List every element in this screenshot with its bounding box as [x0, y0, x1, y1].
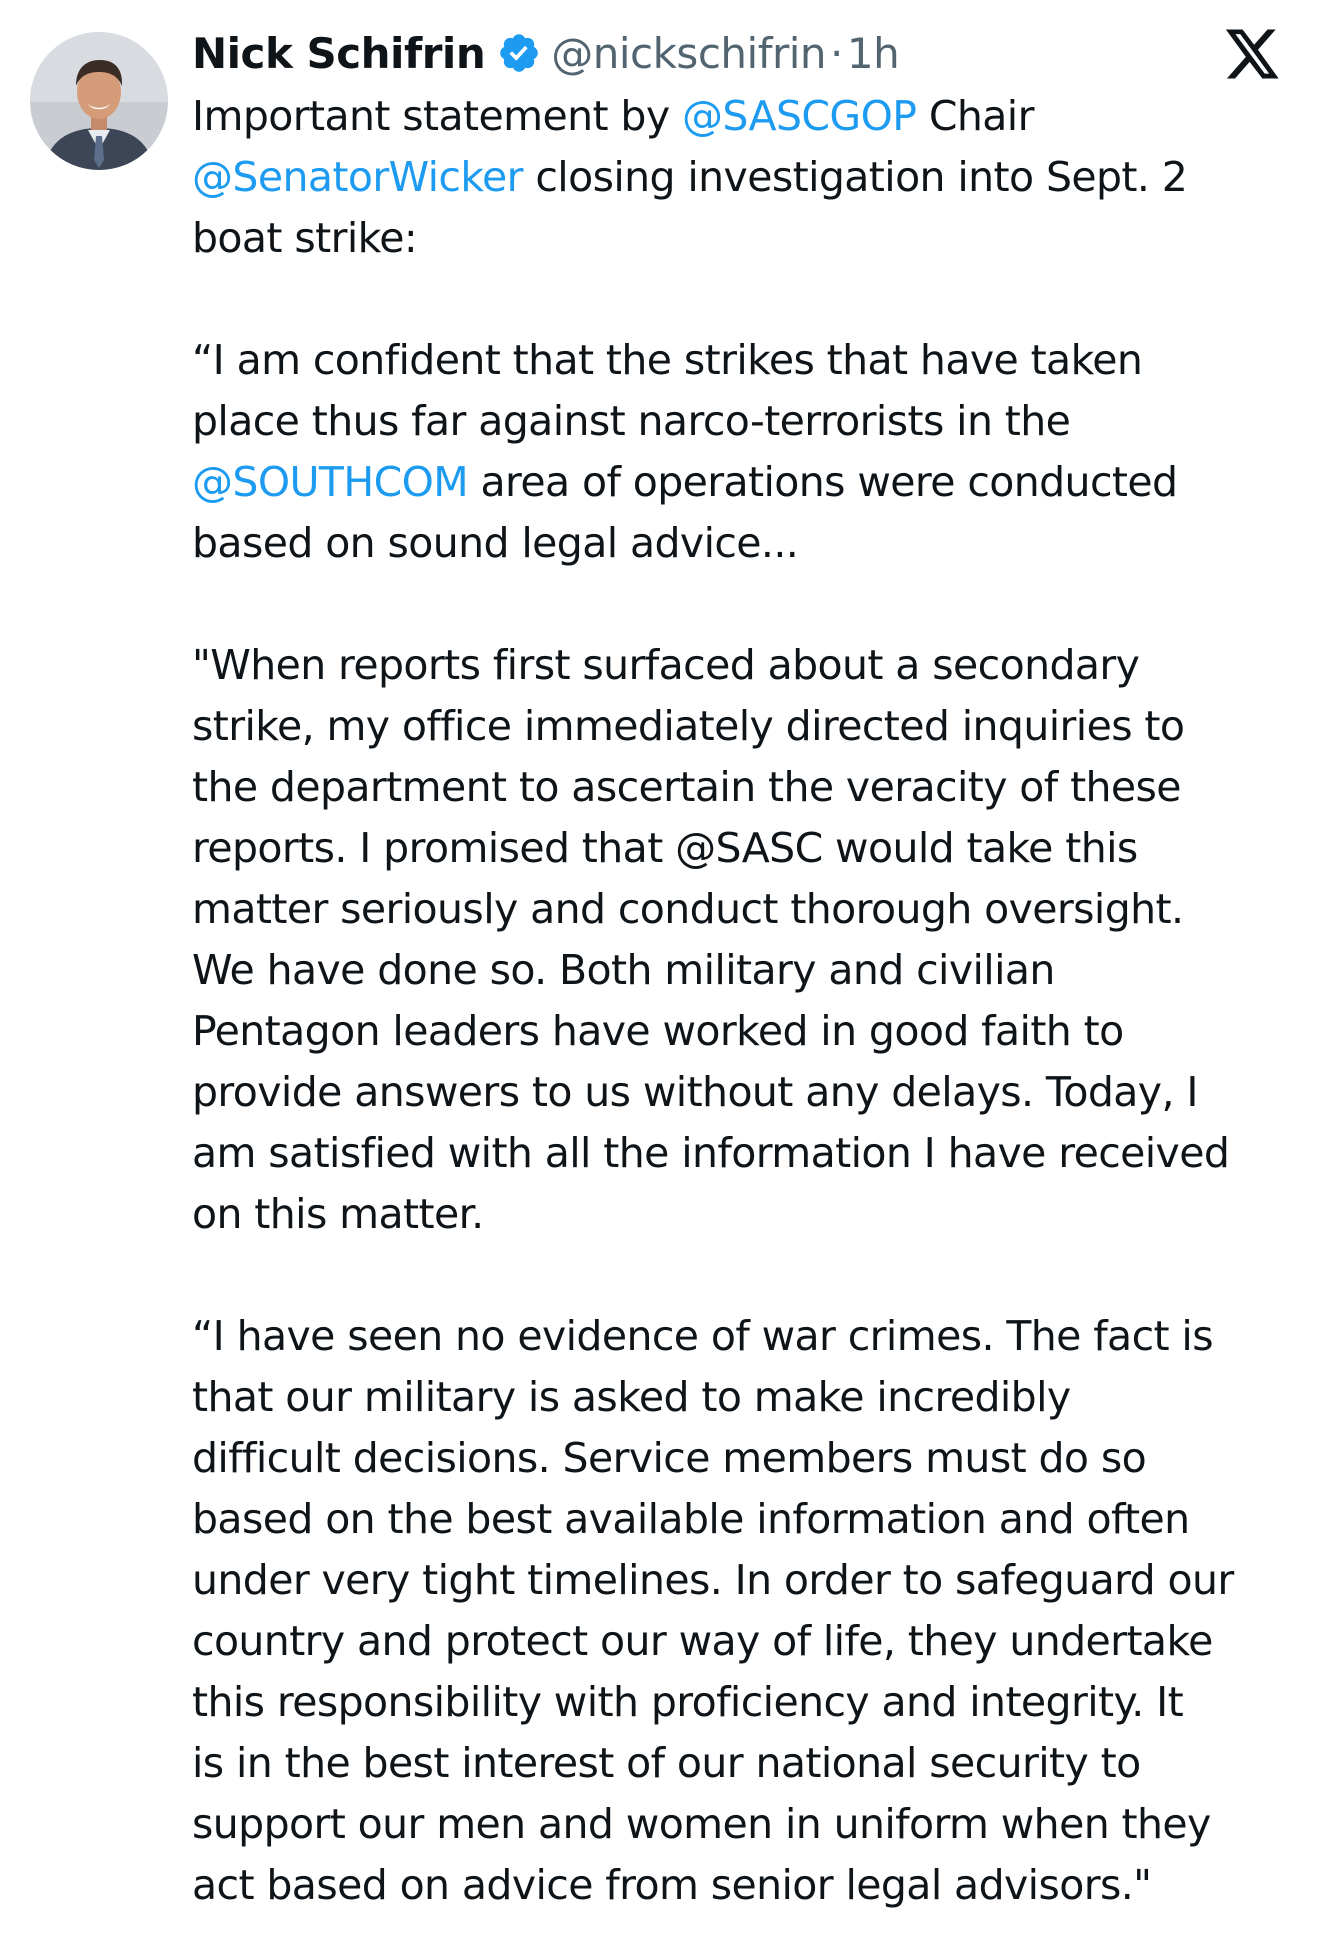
quote1-text-2: area of operations were conducted based on sound legal advice... [192, 458, 1178, 567]
intro-text-3: closing investigation into Sept. 2 boat strike: [192, 153, 1188, 262]
tweet-timestamp[interactable]: 1h [846, 28, 900, 78]
intro-paragraph [192, 86, 1304, 269]
header-separator: · [830, 28, 843, 78]
quote1-text-1: “I am confident that the strikes that have taken place thus far against narco-terrorists in the [192, 336, 1143, 445]
quote-paragraph-1 [192, 330, 1304, 574]
intro-text-2: Chair [928, 92, 1034, 140]
quote-paragraph-2: "When reports first surfaced about a secondary strike, my office immediately directed inquiries to the department to ascertain the veracity of these reports. I promised that @SASC would take this matter seriously and conduct thorough oversight. We have done so. Both military and civilian Pentagon leaders have worked in good faith to provide answers to us without any delays. Today, I am satisfied with all the information I have received on this matter. [192, 641, 1230, 1238]
mention-senatorwicker[interactable]: @SenatorWicker [192, 153, 523, 201]
mention-southcom[interactable]: @SOUTHCOM [192, 458, 469, 506]
tweet-header [192, 22, 899, 84]
verified-badge-icon [497, 31, 541, 75]
intro-text-1: Important statement by [192, 92, 682, 140]
tweet-text [192, 86, 1304, 1916]
mention-sascgop[interactable]: @SASCGOP [681, 92, 917, 140]
author-handle[interactable]: @nickschifrin [551, 28, 827, 78]
author-avatar[interactable] [30, 32, 168, 170]
profile-photo-icon [30, 32, 168, 170]
author-display-name[interactable]: Nick Schifrin [192, 28, 486, 78]
x-logo-icon [1225, 28, 1281, 80]
quote-paragraph-3: “I have seen no evidence of war crimes. The fact is that our military is asked to make incredibly difficult decisions. Service members must do so based on the best available information and often under very tight timelines. In order to safeguard our country and protect our way of life, they undertake this responsibility with proficiency and integrity. It is in the best interest of our national security to support our men and women in uniform when they act based on advice from senior legal advisors." [192, 1312, 1234, 1909]
